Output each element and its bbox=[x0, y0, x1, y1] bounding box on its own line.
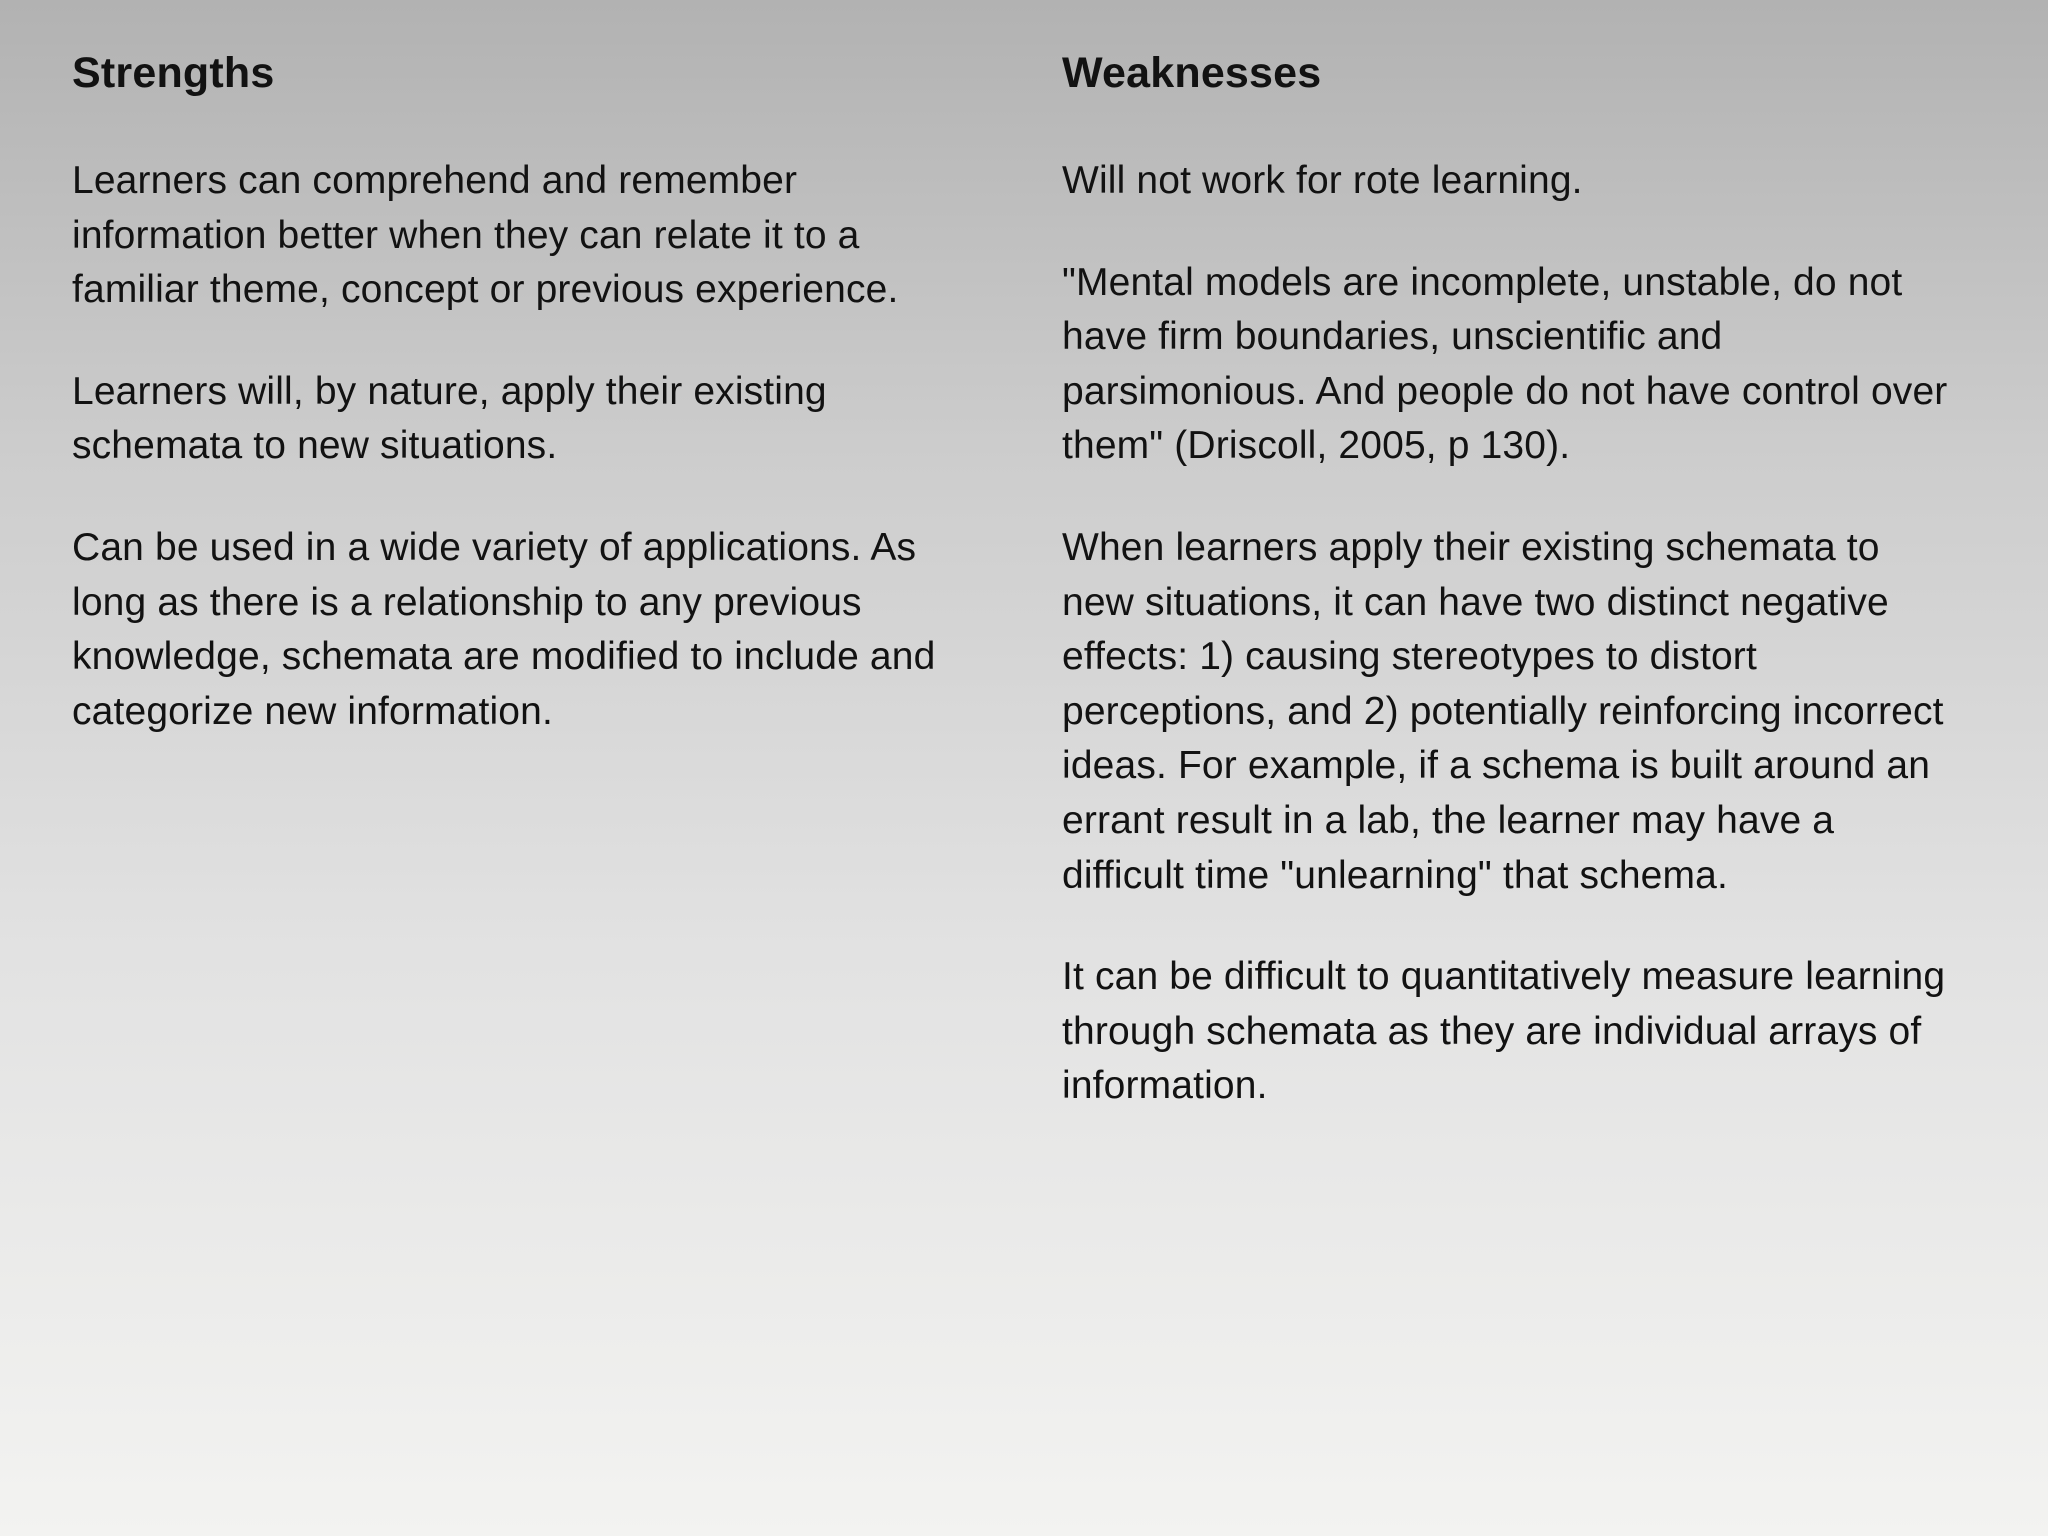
weaknesses-column bbox=[1062, 44, 1962, 1161]
weaknesses-paragraph: "Mental models are incomplete, unstable, do not have firm boundaries, unscientific and parsimonious. And people do not have control over them" (Driscoll, 2005, p 130). bbox=[1062, 260, 1948, 468]
strengths-heading: Strengths bbox=[72, 49, 275, 97]
weaknesses-heading: Weaknesses bbox=[1062, 49, 1322, 97]
strengths-paragraph: Can be used in a wide variety of applications. As long as there is a relationship to any previous knowledge, schemata are modified to include and categorize new information. bbox=[72, 525, 936, 733]
weaknesses-paragraph: When learners apply their existing schemata to new situations, it can have two distinct negative effects: 1) causing stereotypes to distort perceptions, and 2) potentially reinforcing incorrect ideas. For example, if a schema is built around an errant result in a lab, the learner may have a difficult time "unlearning" that schema. bbox=[1062, 525, 1944, 897]
strengths-paragraph: Learners can comprehend and remember information better when they can relate it to a familiar theme, concept or previous experience. bbox=[72, 159, 899, 312]
strengths-paragraph: Learners will, by nature, apply their existing schemata to new situations. bbox=[72, 369, 827, 468]
weaknesses-paragraph: Will not work for rote learning. bbox=[1062, 159, 1583, 202]
weaknesses-paragraph: It can be difficult to quantitatively measure learning through schemata as they are individual arrays of information. bbox=[1062, 955, 1946, 1108]
strengths-column bbox=[72, 44, 952, 786]
